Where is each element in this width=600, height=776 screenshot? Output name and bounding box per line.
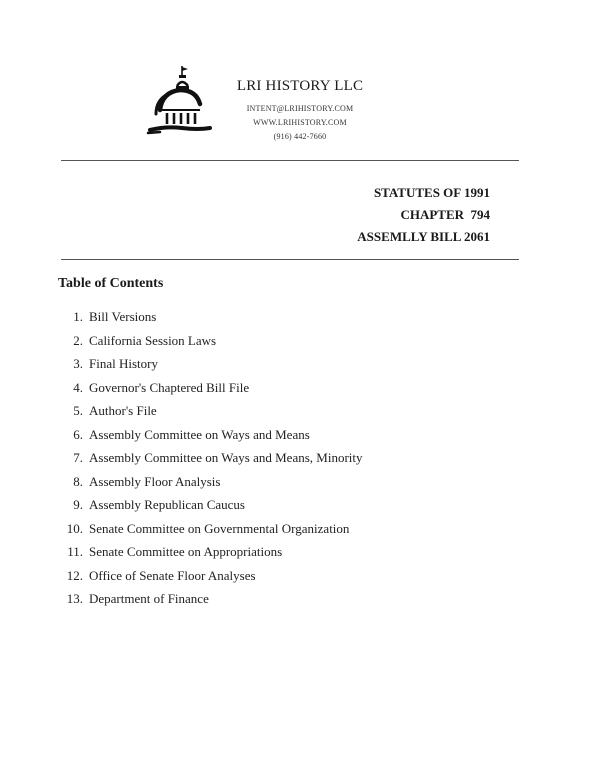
- toc-list: [58, 305, 363, 611]
- toc-item-label: Assembly Republican Caucus: [89, 497, 245, 512]
- toc-item-number: 5.: [73, 403, 83, 418]
- statute-block: [357, 182, 490, 248]
- toc-item-number: 13.: [66, 591, 83, 606]
- toc-item-label: Assembly Committee on Ways and Means, Minority: [89, 450, 363, 465]
- toc-item-label: Governor's Chaptered Bill File: [89, 379, 250, 395]
- toc-item: [58, 564, 363, 588]
- company-header: [222, 78, 378, 141]
- toc-item-number: 11.: [67, 544, 83, 559]
- toc-item-number: 4.: [73, 379, 83, 395]
- toc-item-label: Senate Committee on Governmental Organization: [89, 520, 350, 536]
- toc-item-number: 2.: [73, 332, 83, 348]
- toc-item-label: Assembly Floor Analysis: [89, 473, 221, 489]
- capitol-dome-logo-icon: [146, 64, 212, 138]
- toc-item-number: 7.: [73, 450, 83, 465]
- toc-item: [58, 587, 363, 611]
- bottom-divider: [61, 259, 519, 260]
- toc-item: [58, 517, 363, 541]
- toc-item-number: 3.: [73, 356, 83, 371]
- toc-item: [58, 423, 363, 447]
- company-name: LRI HISTORY LLC: [236, 78, 364, 94]
- toc-item: [58, 376, 363, 400]
- toc-item: [58, 540, 363, 564]
- toc-item-label: Final History: [89, 356, 158, 371]
- toc-item-number: 10.: [66, 520, 83, 536]
- statute-chapter: CHAPTER 794: [400, 207, 490, 222]
- toc-item-number: 6.: [73, 426, 83, 442]
- toc-item: [58, 352, 363, 376]
- toc-item: [58, 470, 363, 494]
- toc-item: [58, 329, 363, 353]
- toc-item-number: 1.: [73, 309, 83, 324]
- toc-item-label: Assembly Committee on Ways and Means: [89, 426, 310, 442]
- toc-item-number: 8.: [73, 473, 83, 489]
- company-website: WWW.LRIHISTORY.COM: [253, 118, 347, 127]
- toc-item: [58, 399, 363, 423]
- toc-item-number: 9.: [73, 497, 83, 512]
- statute-year: STATUTES OF 1991: [373, 185, 490, 200]
- toc-item: [58, 305, 363, 329]
- toc-item: [58, 446, 363, 470]
- toc-item-number: 12.: [66, 567, 83, 583]
- company-email: INTENT@LRIHISTORY.COM: [246, 104, 354, 113]
- toc-item-label: Bill Versions: [89, 309, 157, 324]
- toc-item-label: Author's File: [89, 403, 157, 418]
- toc-item-label: Office of Senate Floor Analyses: [89, 567, 256, 583]
- top-divider: [61, 160, 519, 161]
- toc-item-label: Senate Committee on Appropriations: [89, 544, 283, 559]
- toc-item-label: California Session Laws: [89, 332, 217, 348]
- toc-title: Table of Contents: [58, 276, 164, 291]
- toc-item-label: Department of Finance: [89, 591, 209, 606]
- statute-bill: ASSEMLLY BILL 2061: [357, 229, 490, 244]
- toc-item: [58, 493, 363, 517]
- company-phone: (916) 442-7660: [273, 132, 327, 141]
